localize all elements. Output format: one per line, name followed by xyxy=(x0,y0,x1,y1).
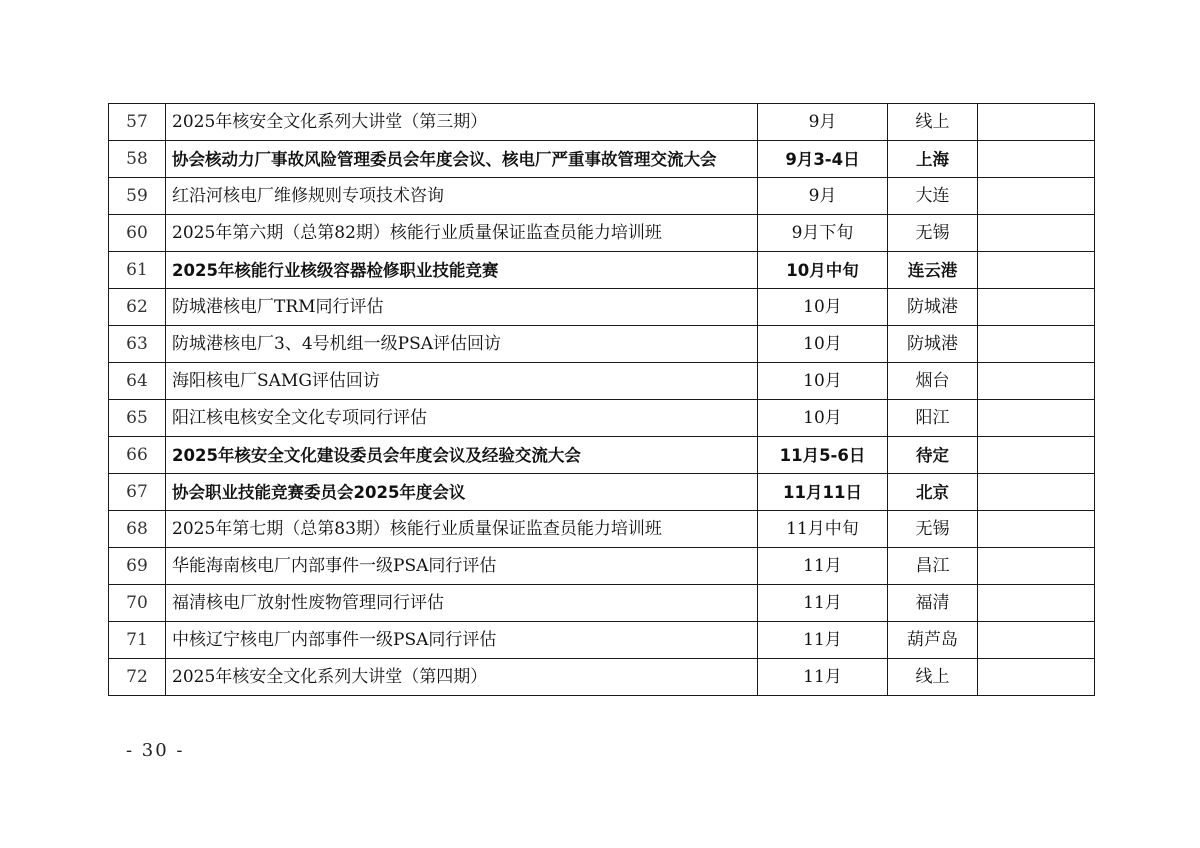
remark-cell xyxy=(978,252,1095,289)
event-date-cell: 9月 xyxy=(758,178,888,215)
event-location-cell: 烟台 xyxy=(888,363,978,400)
remark-cell xyxy=(978,104,1095,141)
table-row xyxy=(109,178,1095,215)
event-location-cell: 无锡 xyxy=(888,511,978,548)
table-row xyxy=(109,659,1095,696)
row-number-cell: 70 xyxy=(109,585,166,622)
row-number-cell: 57 xyxy=(109,104,166,141)
table-row xyxy=(109,215,1095,252)
remark-cell xyxy=(978,511,1095,548)
event-location-cell: 连云港 xyxy=(888,252,978,289)
table-row xyxy=(109,252,1095,289)
event-name-cell: 红沿河核电厂维修规则专项技术咨询 xyxy=(166,178,758,215)
event-name-cell: 协会核动力厂事故风险管理委员会年度会议、核电厂严重事故管理交流大会 xyxy=(166,141,758,178)
row-number-cell: 63 xyxy=(109,326,166,363)
event-name-cell: 华能海南核电厂内部事件一级PSA同行评估 xyxy=(166,548,758,585)
event-date-cell: 9月下旬 xyxy=(758,215,888,252)
row-number-cell: 64 xyxy=(109,363,166,400)
row-number-cell: 60 xyxy=(109,215,166,252)
event-location-cell: 防城港 xyxy=(888,289,978,326)
table-row xyxy=(109,141,1095,178)
remark-cell xyxy=(978,289,1095,326)
event-location-cell: 防城港 xyxy=(888,326,978,363)
event-name-cell: 2025年第七期（总第83期）核能行业质量保证监查员能力培训班 xyxy=(166,511,758,548)
event-date-cell: 10月中旬 xyxy=(758,252,888,289)
remark-cell xyxy=(978,585,1095,622)
event-name-cell: 2025年核能行业核级容器检修职业技能竞赛 xyxy=(166,252,758,289)
event-name-cell: 2025年核安全文化系列大讲堂（第四期） xyxy=(166,659,758,696)
event-name-cell: 2025年第六期（总第82期）核能行业质量保证监查员能力培训班 xyxy=(166,215,758,252)
row-number-cell: 72 xyxy=(109,659,166,696)
event-location-cell: 大连 xyxy=(888,178,978,215)
remark-cell xyxy=(978,400,1095,437)
remark-cell xyxy=(978,437,1095,474)
event-location-cell: 福清 xyxy=(888,585,978,622)
event-name-cell: 中核辽宁核电厂内部事件一级PSA同行评估 xyxy=(166,622,758,659)
event-date-cell: 10月 xyxy=(758,363,888,400)
row-number-cell: 59 xyxy=(109,178,166,215)
remark-cell xyxy=(978,141,1095,178)
event-location-cell: 阳江 xyxy=(888,400,978,437)
event-location-cell: 无锡 xyxy=(888,215,978,252)
row-number-cell: 61 xyxy=(109,252,166,289)
event-location-cell: 昌江 xyxy=(888,548,978,585)
event-name-cell: 阳江核电核安全文化专项同行评估 xyxy=(166,400,758,437)
event-date-cell: 11月 xyxy=(758,622,888,659)
event-date-cell: 11月 xyxy=(758,585,888,622)
event-date-cell: 11月中旬 xyxy=(758,511,888,548)
remark-cell xyxy=(978,178,1095,215)
event-name-cell: 2025年核安全文化建设委员会年度会议及经验交流大会 xyxy=(166,437,758,474)
table-row xyxy=(109,326,1095,363)
table-row xyxy=(109,104,1095,141)
event-name-cell: 福清核电厂放射性废物管理同行评估 xyxy=(166,585,758,622)
table-row xyxy=(109,437,1095,474)
event-location-cell: 葫芦岛 xyxy=(888,622,978,659)
row-number-cell: 62 xyxy=(109,289,166,326)
event-date-cell: 9月 xyxy=(758,104,888,141)
remark-cell xyxy=(978,622,1095,659)
remark-cell xyxy=(978,659,1095,696)
event-date-cell: 10月 xyxy=(758,326,888,363)
row-number-cell: 65 xyxy=(109,400,166,437)
table-row xyxy=(109,548,1095,585)
table-row xyxy=(109,622,1095,659)
event-date-cell: 11月5-6日 xyxy=(758,437,888,474)
remark-cell xyxy=(978,548,1095,585)
remark-cell xyxy=(978,215,1095,252)
row-number-cell: 66 xyxy=(109,437,166,474)
event-location-cell: 北京 xyxy=(888,474,978,511)
row-number-cell: 68 xyxy=(109,511,166,548)
table-row xyxy=(109,474,1095,511)
row-number-cell: 58 xyxy=(109,141,166,178)
event-date-cell: 11月 xyxy=(758,548,888,585)
event-date-cell: 10月 xyxy=(758,400,888,437)
table-row xyxy=(109,585,1095,622)
page-number: - 30 - xyxy=(126,740,185,761)
row-number-cell: 67 xyxy=(109,474,166,511)
event-date-cell: 11月 xyxy=(758,659,888,696)
event-location-cell: 待定 xyxy=(888,437,978,474)
table-row xyxy=(109,363,1095,400)
event-date-cell: 9月3-4日 xyxy=(758,141,888,178)
remark-cell xyxy=(978,474,1095,511)
event-name-cell: 防城港核电厂TRM同行评估 xyxy=(166,289,758,326)
event-name-cell: 海阳核电厂SAMG评估回访 xyxy=(166,363,758,400)
event-location-cell: 线上 xyxy=(888,104,978,141)
schedule-table-body xyxy=(109,104,1095,696)
row-number-cell: 69 xyxy=(109,548,166,585)
remark-cell xyxy=(978,326,1095,363)
event-date-cell: 10月 xyxy=(758,289,888,326)
table-row xyxy=(109,511,1095,548)
event-location-cell: 线上 xyxy=(888,659,978,696)
remark-cell xyxy=(978,363,1095,400)
event-name-cell: 防城港核电厂3、4号机组一级PSA评估回访 xyxy=(166,326,758,363)
event-name-cell: 协会职业技能竞赛委员会2025年度会议 xyxy=(166,474,758,511)
table-row xyxy=(109,400,1095,437)
table-row xyxy=(109,289,1095,326)
row-number-cell: 71 xyxy=(109,622,166,659)
event-date-cell: 11月11日 xyxy=(758,474,888,511)
event-schedule-table xyxy=(108,103,1095,696)
event-name-cell: 2025年核安全文化系列大讲堂（第三期） xyxy=(166,104,758,141)
event-location-cell: 上海 xyxy=(888,141,978,178)
